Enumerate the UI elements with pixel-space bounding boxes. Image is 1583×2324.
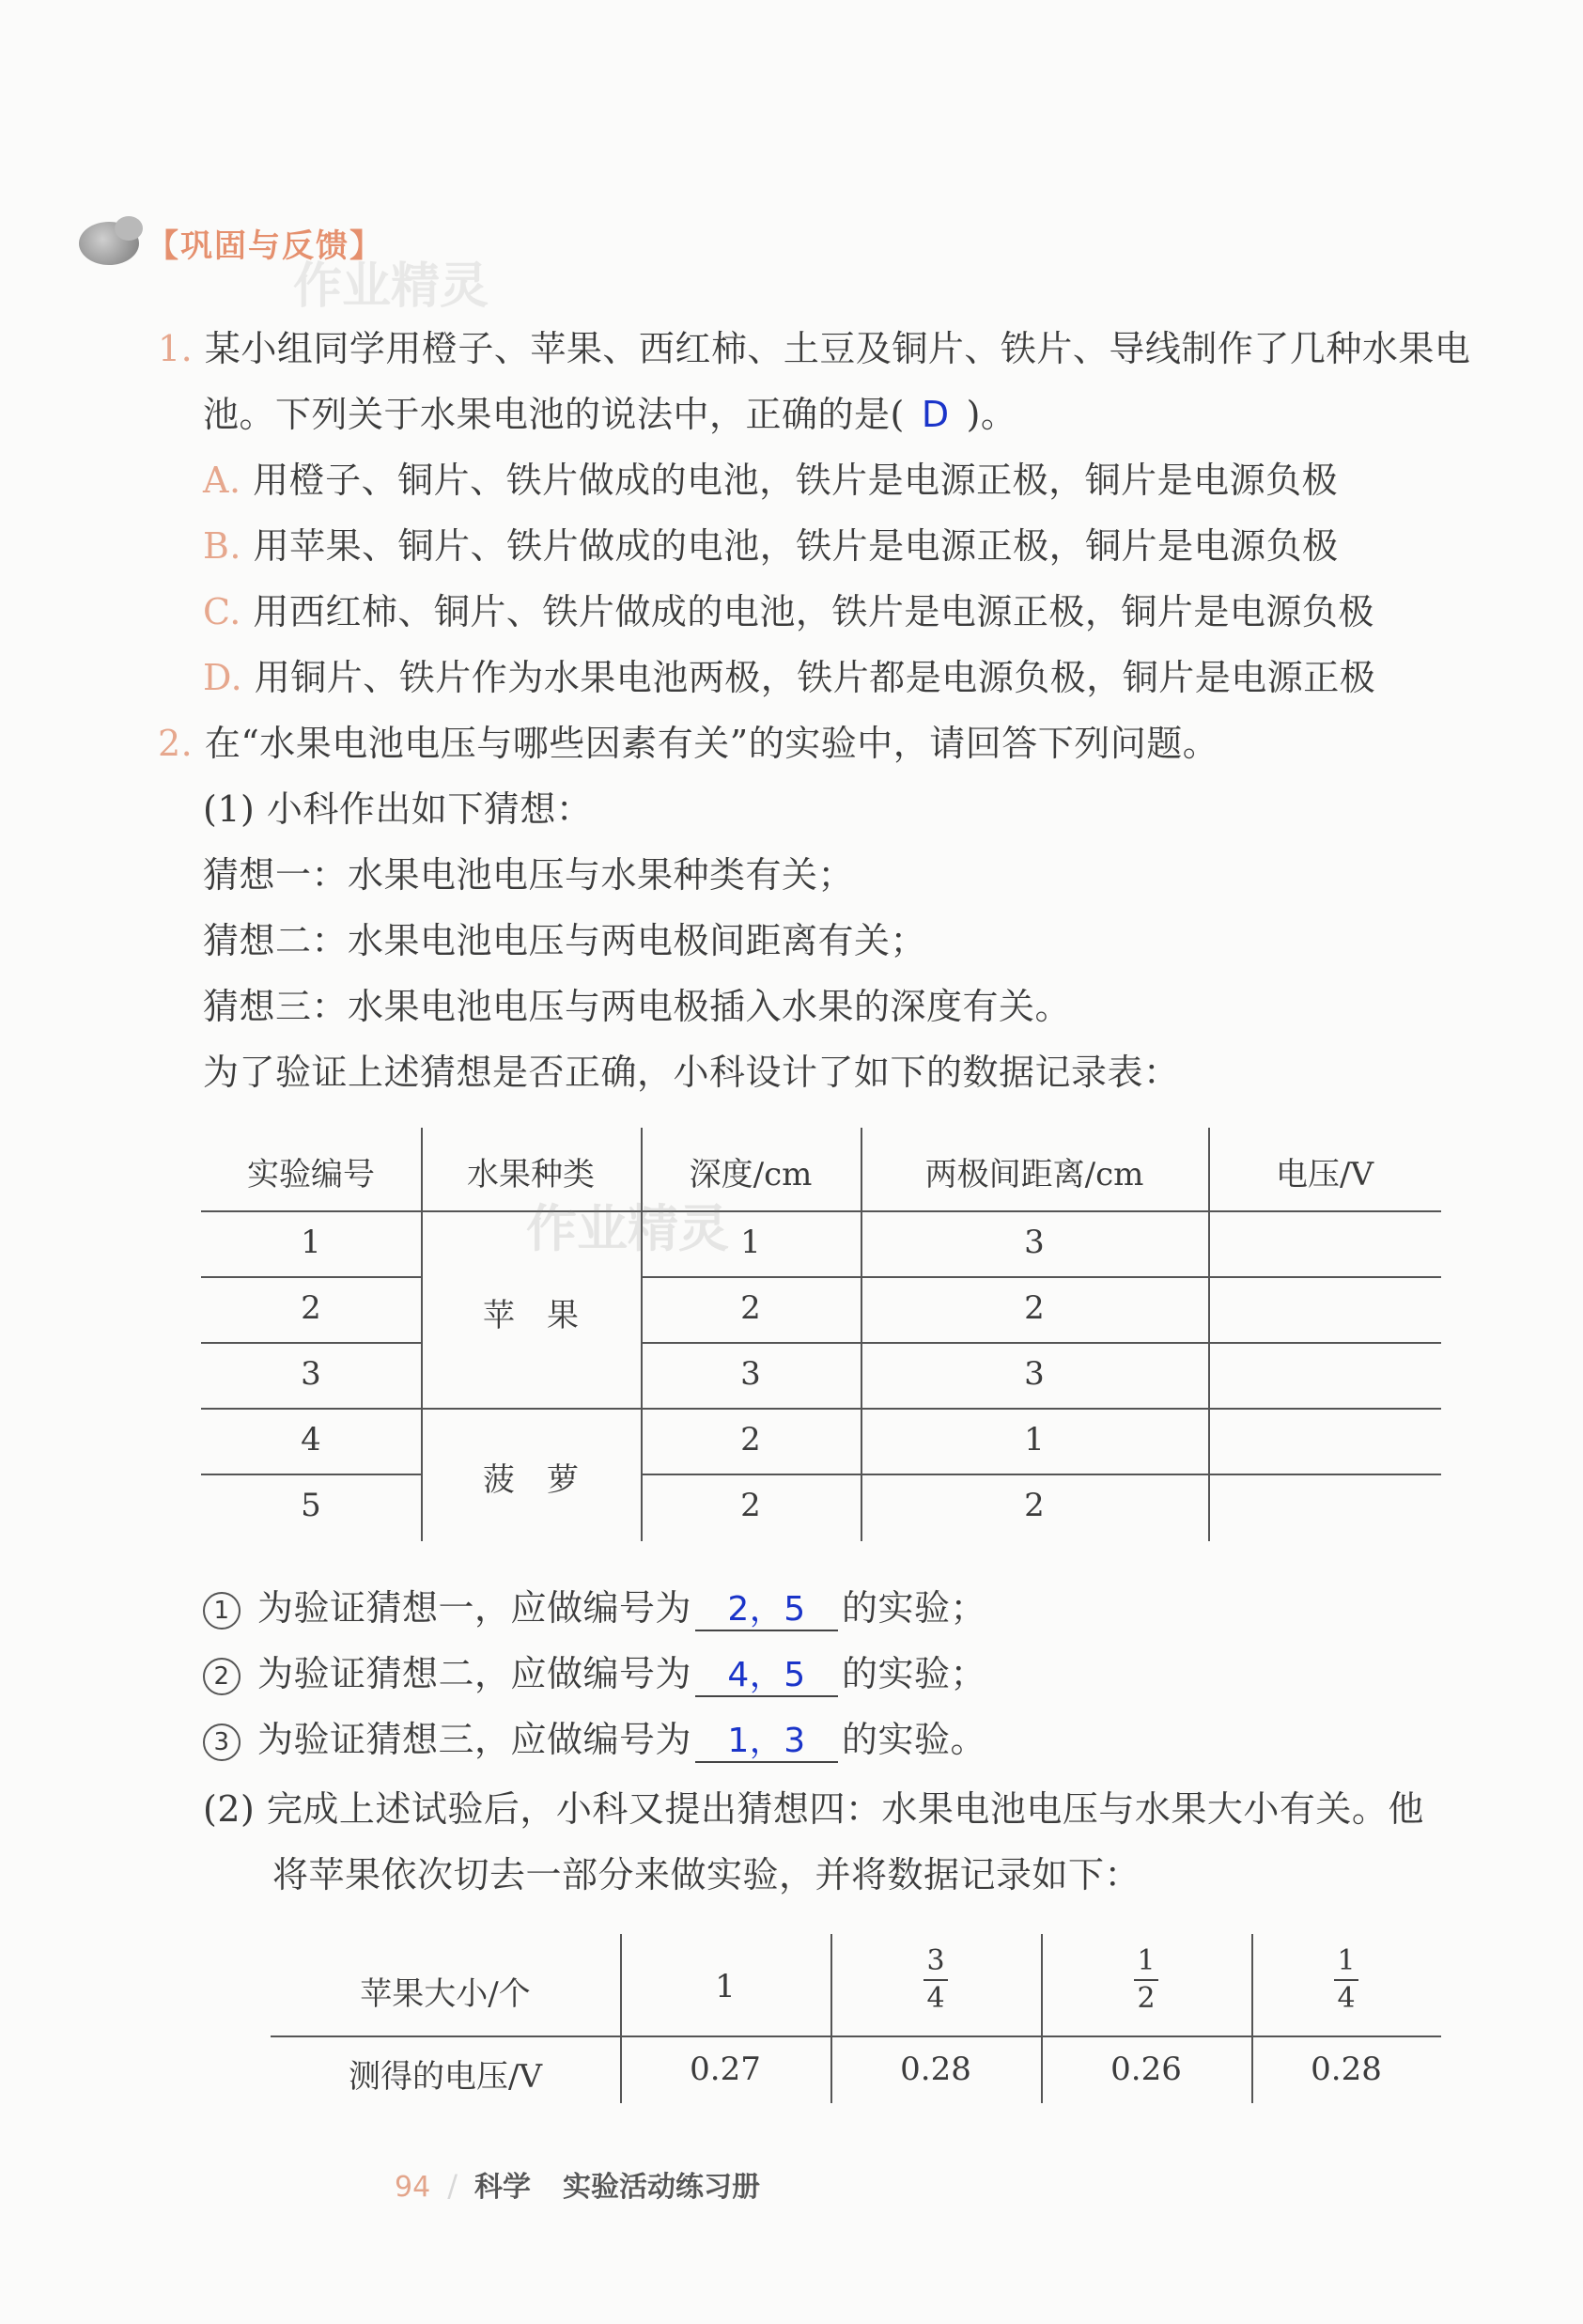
watermark: 作业精灵 <box>526 1199 729 1258</box>
q1-stem-line1 <box>158 320 1470 371</box>
fruit-apple-cell: 苹 果 <box>483 1297 579 1334</box>
fruit-pineapple-cell: 菠 萝 <box>483 1461 579 1499</box>
q2-guess1: 猜想一：水果电池电压与水果种类有关； <box>203 854 855 896</box>
table-cell: 1 <box>301 1224 321 1261</box>
option-letter: A. <box>203 460 241 501</box>
voltage-value: 0.27 <box>690 2051 761 2088</box>
blank-line-2 <box>203 1645 986 1697</box>
table-cell: 1 <box>740 1224 761 1261</box>
option-text: 用铜片、铁片作为水果电池两极，铁片都是电源负极，铜片是电源正极 <box>254 657 1376 698</box>
q1-answer: D <box>921 394 950 435</box>
table-rule <box>201 1474 421 1475</box>
fraction-numerator: 1 <box>1137 1944 1156 1977</box>
q2-number: 2. <box>158 723 194 764</box>
answer-blank: 2，5 <box>695 1590 838 1631</box>
answer-blank: 4，5 <box>695 1656 838 1697</box>
fraction-bar <box>1334 1979 1358 1981</box>
table-cell: 3 <box>1024 1355 1045 1393</box>
answer-blank: 1，3 <box>695 1722 838 1763</box>
footer-subject: 科学 <box>473 2171 531 2204</box>
fraction-bar <box>923 1979 948 1981</box>
q1-option-d <box>203 648 1375 700</box>
circled-number: 3 <box>203 1724 241 1761</box>
table-header: 水果种类 <box>467 1156 595 1193</box>
size-fraction <box>1318 1945 1374 2015</box>
table-cell: 2 <box>301 1289 321 1327</box>
blank-prompt: 为验证猜想一，应做编号为 <box>257 1587 692 1629</box>
q1-stem-before: 池。下列关于水果电池的说法中，正确的是( <box>203 394 905 435</box>
table-cell: 5 <box>301 1487 321 1524</box>
blank-suffix: 的实验。 <box>842 1719 987 1760</box>
q1-stem-text: 某小组同学用橙子、苹果、西红柿、土豆及铜片、铁片、导线制作了几种水果电 <box>204 328 1471 369</box>
fraction-denominator: 4 <box>1337 1982 1356 2015</box>
row-label-voltage: 测得的电压/V <box>348 2058 542 2096</box>
experiment-record-table <box>201 1128 1441 1541</box>
q1-stem-after: )。 <box>966 394 1017 435</box>
page-number: 94 <box>395 2171 431 2204</box>
q2-stem <box>158 714 1218 766</box>
q2-table-intro: 为了验证上述猜想是否正确，小科设计了如下的数据记录表： <box>203 1052 1180 1093</box>
table-rule <box>641 1342 1441 1344</box>
q1-option-b <box>203 517 1339 569</box>
table-cell: 3 <box>301 1355 321 1393</box>
option-text: 用西红柿、铜片、铁片做成的电池，铁片是电源正极，铜片是电源负极 <box>253 591 1374 632</box>
table-cell: 2 <box>740 1289 761 1327</box>
row-label-size: 苹果大小/个 <box>360 1975 531 2013</box>
blank-line-1 <box>203 1579 986 1631</box>
apple-size-voltage-table <box>271 1934 1441 2103</box>
table-rule <box>201 1276 421 1278</box>
page-footer <box>395 2163 760 2205</box>
table-rule <box>201 1342 421 1344</box>
table-rule <box>201 1408 1441 1410</box>
size-fraction <box>908 1945 964 2015</box>
table-rule <box>641 1276 1441 1278</box>
table-cell: 4 <box>301 1421 321 1458</box>
table-header: 电压/V <box>1275 1156 1373 1193</box>
blank-line-3 <box>203 1710 986 1763</box>
voltage-value: 0.26 <box>1110 2051 1182 2088</box>
fraction-numerator: 3 <box>926 1944 945 1977</box>
table-rule <box>641 1474 1441 1475</box>
fraction-bar <box>1134 1979 1158 1981</box>
q1-option-c <box>203 583 1374 634</box>
table-cell: 2 <box>740 1487 761 1524</box>
table-rule <box>201 1210 1441 1212</box>
option-text: 用橙子、铜片、铁片做成的电池，铁片是电源正极，铜片是电源负极 <box>253 460 1339 501</box>
blank-prompt: 为验证猜想二，应做编号为 <box>257 1653 692 1694</box>
circled-number: 1 <box>203 1592 241 1630</box>
q2-part2-line2: 将苹果依次切去一部分来做实验，并将数据记录如下： <box>272 1854 1141 1895</box>
voltage-value: 0.28 <box>900 2051 971 2088</box>
q1-number: 1. <box>158 328 194 369</box>
q2-stem-text: 在“水果电池电压与哪些因素有关”的实验中，请回答下列问题。 <box>204 723 1219 764</box>
table-cell: 3 <box>740 1355 761 1393</box>
voltage-value: 0.28 <box>1311 2051 1382 2088</box>
size-value-whole: 1 <box>715 1968 736 2005</box>
q1-option-a <box>203 451 1338 503</box>
q2-part2-line1: (2) 完成上述试验后，小科又提出猜想四：水果电池电压与水果大小有关。他 <box>203 1788 1424 1830</box>
watermark: 作业精灵 <box>293 258 489 315</box>
circled-number: 2 <box>203 1658 241 1695</box>
table-cell: 2 <box>740 1421 761 1458</box>
table-header: 实验编号 <box>247 1156 375 1193</box>
q2-guess3: 猜想三：水果电池电压与两电极插入水果的深度有关。 <box>203 986 1072 1027</box>
footer-separator: / <box>447 2168 458 2204</box>
fraction-denominator: 4 <box>926 1982 945 2015</box>
blank-prompt: 为验证猜想三，应做编号为 <box>257 1719 692 1760</box>
table-header: 两极间距离/cm <box>924 1156 1144 1193</box>
table-cell: 1 <box>1024 1421 1045 1458</box>
option-letter: C. <box>203 591 241 632</box>
option-text: 用苹果、铜片、铁片做成的电池，铁片是电源正极，铜片是电源负极 <box>253 525 1339 567</box>
option-letter: D. <box>203 657 243 698</box>
table-cell: 2 <box>1024 1289 1045 1327</box>
blank-suffix: 的实验； <box>842 1587 987 1629</box>
fraction-numerator: 1 <box>1337 1944 1356 1977</box>
blank-suffix: 的实验； <box>842 1653 987 1694</box>
decorative-blob-icon <box>115 216 143 241</box>
fraction-denominator: 2 <box>1137 1982 1156 2015</box>
size-fraction <box>1118 1945 1174 2015</box>
table-rule <box>271 2035 1441 2037</box>
table-cell: 3 <box>1024 1224 1045 1261</box>
section-title: 【巩固与反馈】 <box>147 227 383 265</box>
footer-book-title: 实验活动练习册 <box>562 2171 760 2204</box>
q2-part1-intro: (1) 小科作出如下猜想： <box>203 788 593 830</box>
q2-guess2: 猜想二：水果电池电压与两电极间距离有关； <box>203 920 927 961</box>
q1-stem-line2 <box>203 385 1017 437</box>
table-cell: 2 <box>1024 1487 1045 1524</box>
option-letter: B. <box>203 525 242 567</box>
table-header: 深度/cm <box>689 1156 813 1193</box>
